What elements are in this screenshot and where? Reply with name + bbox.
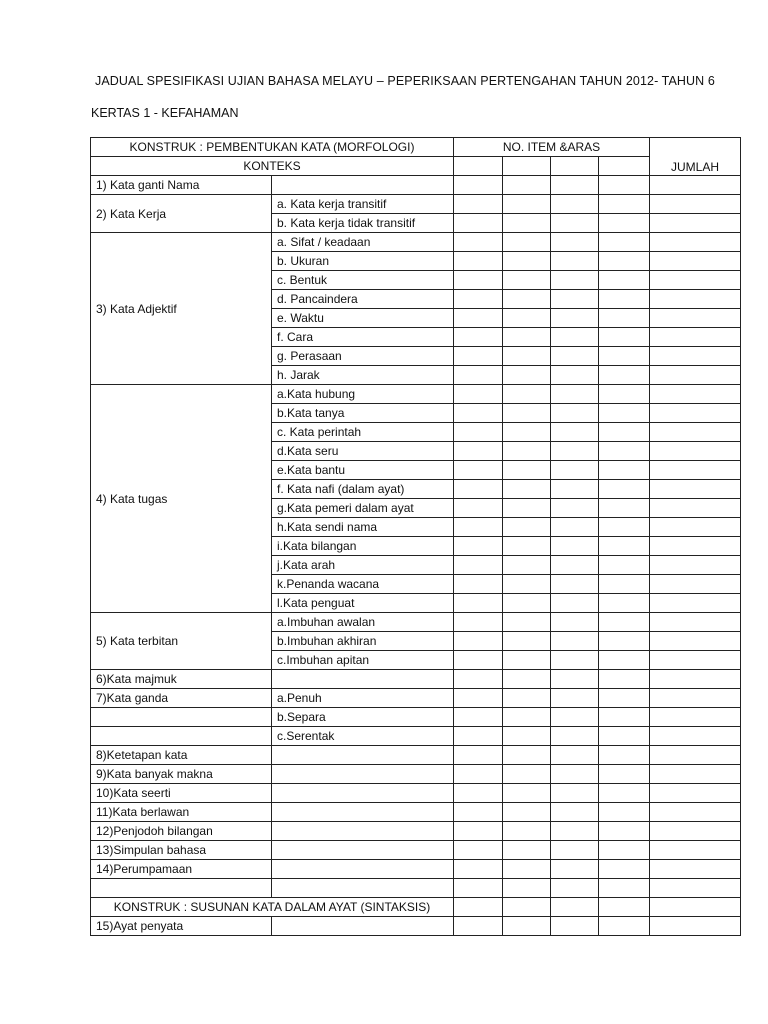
empty-cell: [551, 214, 599, 233]
empty-cell: [91, 879, 272, 898]
empty-cell: [454, 784, 503, 803]
sub-context-cell: b.Imbuhan akhiran: [272, 632, 454, 651]
empty-cell: [551, 176, 599, 195]
empty-cell: [650, 556, 741, 575]
empty-cell: [650, 480, 741, 499]
empty-cell: [650, 385, 741, 404]
empty-cell: [551, 195, 599, 214]
empty-cell: [454, 917, 503, 936]
empty-cell: [599, 404, 650, 423]
empty-cell: [503, 157, 551, 176]
empty-cell: [503, 252, 551, 271]
empty-cell: [454, 195, 503, 214]
empty-cell: [503, 480, 551, 499]
sub-context-cell: f. Cara: [272, 328, 454, 347]
empty-cell: [454, 518, 503, 537]
empty-cell: [599, 290, 650, 309]
empty-cell: [551, 518, 599, 537]
empty-cell: [551, 385, 599, 404]
empty-cell: [503, 841, 551, 860]
empty-cell: [650, 765, 741, 784]
sub-context-cell: j.Kata arah: [272, 556, 454, 575]
context-cell: 5) Kata terbitan: [91, 613, 272, 670]
empty-cell: [599, 537, 650, 556]
empty-cell: [272, 784, 454, 803]
table-row: [91, 195, 741, 214]
empty-cell: [454, 309, 503, 328]
empty-cell: [551, 328, 599, 347]
table-row: [91, 689, 741, 708]
table-row: [91, 898, 741, 917]
empty-cell: [650, 328, 741, 347]
empty-cell: [599, 518, 650, 537]
empty-cell: [551, 594, 599, 613]
empty-cell: [599, 727, 650, 746]
empty-cell: [503, 670, 551, 689]
empty-cell: [599, 233, 650, 252]
empty-cell: [503, 442, 551, 461]
empty-cell: [454, 898, 503, 917]
empty-cell: [503, 518, 551, 537]
empty-cell: [503, 765, 551, 784]
empty-cell: [503, 898, 551, 917]
context-cell: 1) Kata ganti Nama: [91, 176, 272, 195]
table-row: [91, 157, 741, 176]
empty-cell: [454, 632, 503, 651]
sub-context-cell: e. Waktu: [272, 309, 454, 328]
empty-cell: [503, 746, 551, 765]
empty-cell: [599, 670, 650, 689]
empty-cell: [599, 252, 650, 271]
specification-table: [90, 137, 741, 936]
empty-cell: [551, 803, 599, 822]
sub-context-cell: g. Perasaan: [272, 347, 454, 366]
empty-cell: [503, 689, 551, 708]
empty-cell: [650, 575, 741, 594]
empty-cell: [599, 708, 650, 727]
empty-cell: [599, 195, 650, 214]
empty-cell: [454, 537, 503, 556]
empty-cell: [454, 499, 503, 518]
sub-context-cell: h. Jarak: [272, 366, 454, 385]
item-aras-header: NO. ITEM &ARAS: [454, 138, 650, 157]
empty-cell: [454, 556, 503, 575]
empty-cell: [650, 195, 741, 214]
context-cell: 13)Simpulan bahasa: [91, 841, 272, 860]
empty-cell: [599, 765, 650, 784]
empty-cell: [551, 784, 599, 803]
empty-cell: [650, 613, 741, 632]
table-row: [91, 841, 741, 860]
empty-cell: [551, 423, 599, 442]
empty-cell: [551, 860, 599, 879]
empty-cell: [551, 290, 599, 309]
empty-cell: [650, 841, 741, 860]
empty-cell: [503, 328, 551, 347]
empty-cell: [650, 290, 741, 309]
empty-cell: [599, 879, 650, 898]
table-row: [91, 138, 741, 157]
empty-cell: [551, 309, 599, 328]
empty-cell: [599, 480, 650, 499]
empty-cell: [650, 423, 741, 442]
empty-cell: [503, 233, 551, 252]
empty-cell: [272, 822, 454, 841]
empty-cell: [650, 708, 741, 727]
table-row: [91, 670, 741, 689]
empty-cell: [599, 176, 650, 195]
empty-cell: [650, 404, 741, 423]
context-cell: 2) Kata Kerja: [91, 195, 272, 233]
empty-cell: [551, 917, 599, 936]
empty-cell: [454, 613, 503, 632]
empty-cell: [503, 556, 551, 575]
empty-cell: [650, 366, 741, 385]
empty-cell: [503, 309, 551, 328]
empty-cell: [503, 575, 551, 594]
sub-context-cell: a.Penuh: [272, 689, 454, 708]
empty-cell: [454, 822, 503, 841]
empty-cell: [454, 461, 503, 480]
empty-cell: [551, 822, 599, 841]
empty-cell: [551, 708, 599, 727]
table-row: [91, 822, 741, 841]
empty-cell: [272, 917, 454, 936]
empty-cell: [454, 803, 503, 822]
empty-cell: [503, 404, 551, 423]
empty-cell: [503, 822, 551, 841]
empty-cell: [650, 898, 741, 917]
empty-cell: [599, 328, 650, 347]
empty-cell: [599, 461, 650, 480]
empty-cell: [454, 765, 503, 784]
empty-cell: [551, 233, 599, 252]
context-cell: 6)Kata majmuk: [91, 670, 272, 689]
empty-cell: [551, 556, 599, 575]
empty-cell: [551, 689, 599, 708]
empty-cell: [551, 632, 599, 651]
empty-cell: [503, 803, 551, 822]
sub-context-cell: b. Kata kerja tidak transitif: [272, 214, 454, 233]
sub-context-cell: k.Penanda wacana: [272, 575, 454, 594]
empty-cell: [599, 822, 650, 841]
empty-cell: [454, 727, 503, 746]
empty-cell: [551, 480, 599, 499]
empty-cell: [454, 385, 503, 404]
empty-cell: [454, 575, 503, 594]
empty-cell: [599, 309, 650, 328]
paper-subtitle: KERTAS 1 - KEFAHAMAN: [91, 106, 239, 120]
sub-context-cell: d. Pancaindera: [272, 290, 454, 309]
sub-context-cell: i.Kata bilangan: [272, 537, 454, 556]
sub-context-cell: d.Kata seru: [272, 442, 454, 461]
empty-cell: [650, 537, 741, 556]
empty-cell: [454, 252, 503, 271]
sub-context-cell: a.Imbuhan awalan: [272, 613, 454, 632]
table-row: [91, 879, 741, 898]
empty-cell: [503, 271, 551, 290]
empty-cell: [551, 879, 599, 898]
empty-cell: [650, 594, 741, 613]
empty-cell: [503, 347, 551, 366]
empty-cell: [650, 822, 741, 841]
empty-cell: [503, 195, 551, 214]
context-cell: 12)Penjodoh bilangan: [91, 822, 272, 841]
empty-cell: [599, 575, 650, 594]
empty-cell: [272, 746, 454, 765]
empty-cell: [599, 214, 650, 233]
empty-cell: [650, 632, 741, 651]
empty-cell: [272, 841, 454, 860]
empty-cell: [599, 898, 650, 917]
table-row: [91, 917, 741, 936]
empty-cell: [599, 347, 650, 366]
empty-cell: [503, 385, 551, 404]
sub-context-cell: c.Imbuhan apitan: [272, 651, 454, 670]
empty-cell: [599, 860, 650, 879]
empty-cell: [454, 233, 503, 252]
empty-cell: [599, 556, 650, 575]
empty-cell: [551, 613, 599, 632]
sub-context-cell: b. Ukuran: [272, 252, 454, 271]
context-cell: 15)Ayat penyata: [91, 917, 272, 936]
empty-cell: [272, 803, 454, 822]
empty-cell: [272, 860, 454, 879]
context-cell: 11)Kata berlawan: [91, 803, 272, 822]
empty-cell: [599, 271, 650, 290]
empty-cell: [599, 689, 650, 708]
empty-cell: [454, 860, 503, 879]
empty-cell: [650, 689, 741, 708]
context-cell: 3) Kata Adjektif: [91, 233, 272, 385]
table-row: [91, 708, 741, 727]
konstruk-header: KONSTRUK : PEMBENTUKAN KATA (MORFOLOGI): [91, 138, 454, 157]
empty-cell: [551, 461, 599, 480]
empty-cell: [650, 803, 741, 822]
empty-cell: [650, 461, 741, 480]
empty-cell: [503, 499, 551, 518]
table-row: [91, 613, 741, 632]
empty-cell: [650, 917, 741, 936]
empty-cell: [551, 765, 599, 784]
empty-cell: [272, 670, 454, 689]
empty-cell: [650, 271, 741, 290]
context-cell: 4) Kata tugas: [91, 385, 272, 613]
empty-cell: [650, 499, 741, 518]
empty-cell: [503, 613, 551, 632]
empty-cell: [650, 879, 741, 898]
empty-cell: [551, 157, 599, 176]
empty-cell: [454, 841, 503, 860]
empty-cell: [551, 442, 599, 461]
empty-cell: [454, 442, 503, 461]
empty-cell: [503, 537, 551, 556]
empty-cell: [650, 252, 741, 271]
empty-cell: [650, 214, 741, 233]
empty-cell: [503, 879, 551, 898]
empty-cell: [454, 708, 503, 727]
sub-context-cell: b.Kata tanya: [272, 404, 454, 423]
sub-context-cell: c. Kata perintah: [272, 423, 454, 442]
sub-context-cell: a. Kata kerja transitif: [272, 195, 454, 214]
empty-cell: [454, 746, 503, 765]
empty-cell: [454, 157, 503, 176]
empty-cell: [599, 632, 650, 651]
context-cell: 8)Ketetapan kata: [91, 746, 272, 765]
empty-cell: [454, 347, 503, 366]
empty-cell: [454, 480, 503, 499]
sub-context-cell: f. Kata nafi (dalam ayat): [272, 480, 454, 499]
empty-cell: [503, 366, 551, 385]
empty-cell: [551, 347, 599, 366]
table-row: [91, 176, 741, 195]
empty-cell: [91, 708, 272, 727]
empty-cell: [551, 670, 599, 689]
table-row: [91, 803, 741, 822]
empty-cell: [650, 347, 741, 366]
empty-cell: [272, 765, 454, 784]
empty-cell: [503, 176, 551, 195]
empty-cell: [503, 727, 551, 746]
empty-cell: [503, 651, 551, 670]
sub-context-cell: c.Serentak: [272, 727, 454, 746]
empty-cell: [551, 404, 599, 423]
empty-cell: [650, 309, 741, 328]
konteks-header: KONTEKS: [91, 157, 454, 176]
empty-cell: [599, 917, 650, 936]
sub-context-cell: l.Kata penguat: [272, 594, 454, 613]
konstruk-sintaksis-header: KONSTRUK : SUSUNAN KATA DALAM AYAT (SINTAKSIS): [91, 898, 454, 917]
empty-cell: [551, 366, 599, 385]
empty-cell: [454, 290, 503, 309]
empty-cell: [650, 670, 741, 689]
empty-cell: [599, 366, 650, 385]
empty-cell: [650, 442, 741, 461]
empty-cell: [454, 404, 503, 423]
empty-cell: [551, 898, 599, 917]
empty-cell: [454, 366, 503, 385]
empty-cell: [454, 423, 503, 442]
empty-cell: [599, 594, 650, 613]
empty-cell: [503, 423, 551, 442]
empty-cell: [599, 746, 650, 765]
sub-context-cell: e.Kata bantu: [272, 461, 454, 480]
empty-cell: [503, 860, 551, 879]
empty-cell: [503, 917, 551, 936]
empty-cell: [599, 157, 650, 176]
table-row: [91, 860, 741, 879]
context-cell: 9)Kata banyak makna: [91, 765, 272, 784]
empty-cell: [599, 613, 650, 632]
empty-cell: [650, 651, 741, 670]
table-row: [91, 765, 741, 784]
empty-cell: [650, 746, 741, 765]
table-row: [91, 385, 741, 404]
empty-cell: [454, 176, 503, 195]
empty-cell: [650, 233, 741, 252]
empty-cell: [551, 271, 599, 290]
sub-context-cell: g.Kata pemeri dalam ayat: [272, 499, 454, 518]
empty-cell: [599, 499, 650, 518]
sub-context-cell: b.Separa: [272, 708, 454, 727]
empty-cell: [503, 708, 551, 727]
empty-cell: [599, 651, 650, 670]
empty-cell: [551, 575, 599, 594]
empty-cell: [650, 727, 741, 746]
empty-cell: [599, 841, 650, 860]
jumlah-header: JUMLAH: [650, 138, 741, 176]
empty-cell: [454, 651, 503, 670]
empty-cell: [599, 385, 650, 404]
context-cell: 10)Kata seerti: [91, 784, 272, 803]
table-row: [91, 727, 741, 746]
empty-cell: [551, 499, 599, 518]
empty-cell: [454, 689, 503, 708]
empty-cell: [650, 860, 741, 879]
empty-cell: [454, 214, 503, 233]
empty-cell: [551, 727, 599, 746]
empty-cell: [272, 879, 454, 898]
context-cell: 14)Perumpamaan: [91, 860, 272, 879]
empty-cell: [551, 841, 599, 860]
empty-cell: [551, 651, 599, 670]
sub-context-cell: c. Bentuk: [272, 271, 454, 290]
table-row: [91, 746, 741, 765]
empty-cell: [503, 594, 551, 613]
empty-cell: [454, 328, 503, 347]
empty-cell: [91, 727, 272, 746]
empty-cell: [503, 214, 551, 233]
empty-cell: [650, 518, 741, 537]
empty-cell: [599, 803, 650, 822]
sub-context-cell: a.Kata hubung: [272, 385, 454, 404]
context-cell: 7)Kata ganda: [91, 689, 272, 708]
sub-context-cell: h.Kata sendi nama: [272, 518, 454, 537]
sub-context-cell: a. Sifat / keadaan: [272, 233, 454, 252]
empty-cell: [503, 290, 551, 309]
document-title: JADUAL SPESIFIKASI UJIAN BAHASA MELAYU – PEPERIKSAAN PERTENGAHAN TAHUN 2012- TAHUN 6: [95, 74, 715, 88]
empty-cell: [650, 176, 741, 195]
empty-cell: [454, 594, 503, 613]
empty-cell: [551, 746, 599, 765]
empty-cell: [454, 670, 503, 689]
empty-cell: [551, 252, 599, 271]
empty-cell: [503, 461, 551, 480]
empty-cell: [503, 632, 551, 651]
empty-cell: [551, 537, 599, 556]
empty-cell: [599, 442, 650, 461]
empty-cell: [650, 784, 741, 803]
empty-cell: [599, 784, 650, 803]
table-row: [91, 784, 741, 803]
empty-cell: [454, 271, 503, 290]
empty-cell: [272, 176, 454, 195]
empty-cell: [599, 423, 650, 442]
empty-cell: [503, 784, 551, 803]
table-row: [91, 233, 741, 252]
empty-cell: [454, 879, 503, 898]
